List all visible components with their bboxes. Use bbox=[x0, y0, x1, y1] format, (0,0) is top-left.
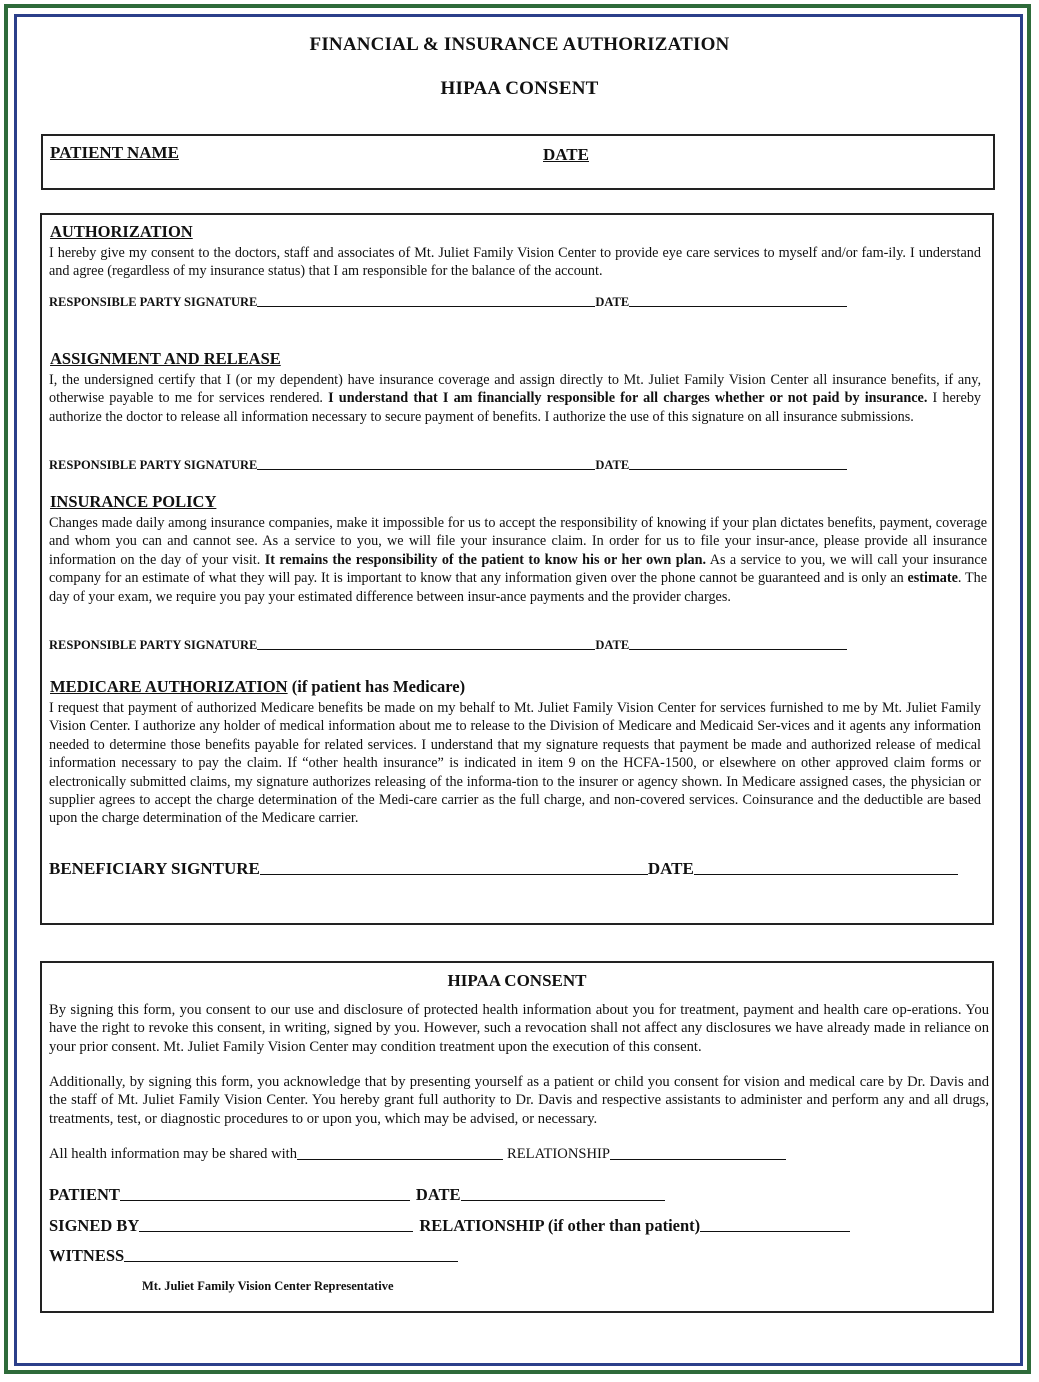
shared-with-row bbox=[49, 1146, 786, 1163]
beneficiary-label: BENEFICIARY SIGNTURE bbox=[49, 859, 260, 878]
relationship-other-label: RELATIONSHIP (if other than patient) bbox=[419, 1216, 701, 1235]
authorization-heading: AUTHORIZATION bbox=[50, 222, 193, 241]
hipaa-heading: HIPAA CONSENT bbox=[447, 971, 587, 990]
relationship-label: RELATIONSHIP bbox=[507, 1146, 610, 1162]
signature-line[interactable] bbox=[257, 648, 595, 650]
patient-signature-line[interactable] bbox=[120, 1200, 410, 1201]
assignment-signature-row bbox=[49, 458, 847, 473]
relationship-other-line[interactable] bbox=[700, 1231, 850, 1232]
insurance-heading: INSURANCE POLICY bbox=[50, 492, 217, 511]
patient-info-box bbox=[41, 134, 995, 190]
patient-date-line[interactable] bbox=[461, 1200, 665, 1201]
beneficiary-signature-row bbox=[49, 859, 958, 879]
beneficiary-date-label: DATE bbox=[647, 859, 694, 878]
signature-label: RESPONSIBLE PARTY SIGNATURE bbox=[49, 295, 258, 309]
authorization-text: I hereby give my consent to the doctors, staff and associates of Mt. Juliet Family Vision Center to provide eye care services to myself and/or fam-ily. I understand and agree (regardless of my insurance status) that I am responsible for the balance of the account. bbox=[49, 245, 981, 280]
patient-label: PATIENT bbox=[49, 1185, 120, 1204]
witness-label: WITNESS bbox=[49, 1246, 125, 1265]
signature-date-label: DATE bbox=[595, 295, 630, 309]
date-line[interactable] bbox=[629, 468, 847, 470]
date-line[interactable] bbox=[629, 305, 847, 307]
form-subtitle: HIPAA CONSENT bbox=[440, 78, 599, 99]
hipaa-paragraph-1: By signing this form, you consent to our use and disclosure of protected health information about you for treatment, payment and health care op-erations. You have the right to revoke this consent, in writing, signed by you. However, such a revocation shall not affect any disclosures we have already made in reliance on your prior consent. Mt. Juliet Family Vision Center may condition treatment upon the execution of this consent. bbox=[49, 1002, 989, 1055]
signed-by-label: SIGNED BY bbox=[49, 1216, 140, 1235]
signature-label: RESPONSIBLE PARTY SIGNATURE bbox=[49, 458, 258, 472]
signature-label: RESPONSIBLE PARTY SIGNATURE bbox=[49, 638, 258, 652]
beneficiary-date-line[interactable] bbox=[694, 874, 958, 875]
hipaa-paragraph-2: Additionally, by signing this form, you acknowledge that by presenting yourself as a patient or child you consent for vision and medical care by Dr. Davis and the staff of Mt. Juliet Family Vision Center. You hereby grant full authority to Dr. Davis and respective assistants to administer and perform any and all drugs, treatments, test, or diagnostic procedures to or upon you, which may be advised, or necessary. bbox=[49, 1074, 989, 1127]
witness-line[interactable] bbox=[124, 1261, 458, 1262]
medicare-text: I request that payment of authorized Medicare benefits be made on my behalf to Mt. Juliet Family Vision Center for services furnished to me by Mt. Juliet Family Vision Center. I authorize any holder of medical information about me to release to the Division of Medicare and Medicaid Ser-vices and it agents any information needed to determine those benefits payable for related services. I understand that my signature requests that payment be made and authorized release of medical information necessary to pay the claim. If “other health insurance” is indicated in item 9 on the HCFA-1500, or elsewhere on other approved claim forms or electronically submitted claims, my signature authorizes releasing of the informa-tion to the insurer or agency shown. In Medicare assigned cases, the physician or supplier agrees to accept the charge determination of the Medi-care carrier as the full charge, and non-covered services. Coinsurance and the deductible are based upon the charge determination of the Medicare carrier. bbox=[49, 700, 981, 827]
date-label: DATE bbox=[543, 145, 589, 164]
insurance-text: Changes made daily among insurance companies, make it impossible for us to accept the responsibility of knowing if your plan dictates benefits, payment, coverage and whom you can and cannot see. As a service to you, we will file your insurance claim. In order for us to file your insur-ance, please provide all insurance information on the day of your visit. It remains the responsibility of the patient to know his or her own plan. As a service to you, we will call your insurance company for an estimate of what they will pay. It is important to know that any information given over the phone cannot be guaranteed and is only an estimate. The day of your exam, we require you pay your estimated difference between insur-ance payments and the provider charges. bbox=[49, 515, 988, 605]
form-title: FINANCIAL & INSURANCE AUTHORIZATION bbox=[309, 34, 730, 55]
consent-sections-box bbox=[40, 213, 994, 925]
signed-by-row bbox=[49, 1216, 850, 1236]
assignment-heading: ASSIGNMENT AND RELEASE bbox=[50, 349, 281, 368]
hipaa-consent-box bbox=[40, 961, 994, 1313]
authorization-signature-row bbox=[49, 295, 847, 310]
patient-date-label: DATE bbox=[415, 1185, 461, 1204]
signature-line[interactable] bbox=[257, 305, 595, 307]
date-line[interactable] bbox=[629, 648, 847, 650]
shared-with-label: All health information may be shared with bbox=[49, 1146, 298, 1162]
signature-line[interactable] bbox=[257, 468, 595, 470]
signed-by-line[interactable] bbox=[139, 1231, 413, 1232]
medicare-heading: MEDICARE AUTHORIZATION (if patient has Medicare) bbox=[50, 677, 466, 696]
signature-date-label: DATE bbox=[595, 458, 630, 472]
patient-name-label: PATIENT NAME bbox=[50, 143, 179, 162]
shared-with-line[interactable] bbox=[297, 1159, 503, 1160]
relationship-line[interactable] bbox=[610, 1159, 786, 1160]
beneficiary-signature-line[interactable] bbox=[260, 874, 648, 875]
assignment-text: I, the undersigned certify that I (or my dependent) have insurance coverage and assign directly to Mt. Juliet Family Vision Center all insurance benefits, if any, otherwise payable to me for services rendered. I understand that I am financially responsible for all charges whether or not paid by insurance. I hereby authorize the doctor to release all information necessary to secure payment of benefits. I authorize the use of this signature on all insurance submissions. bbox=[49, 372, 982, 425]
representative-label: Mt. Juliet Family Vision Center Representative bbox=[142, 1279, 394, 1293]
signature-date-label: DATE bbox=[595, 638, 630, 652]
witness-row bbox=[49, 1246, 458, 1266]
patient-date-row bbox=[49, 1185, 665, 1205]
insurance-signature-row bbox=[49, 638, 847, 653]
